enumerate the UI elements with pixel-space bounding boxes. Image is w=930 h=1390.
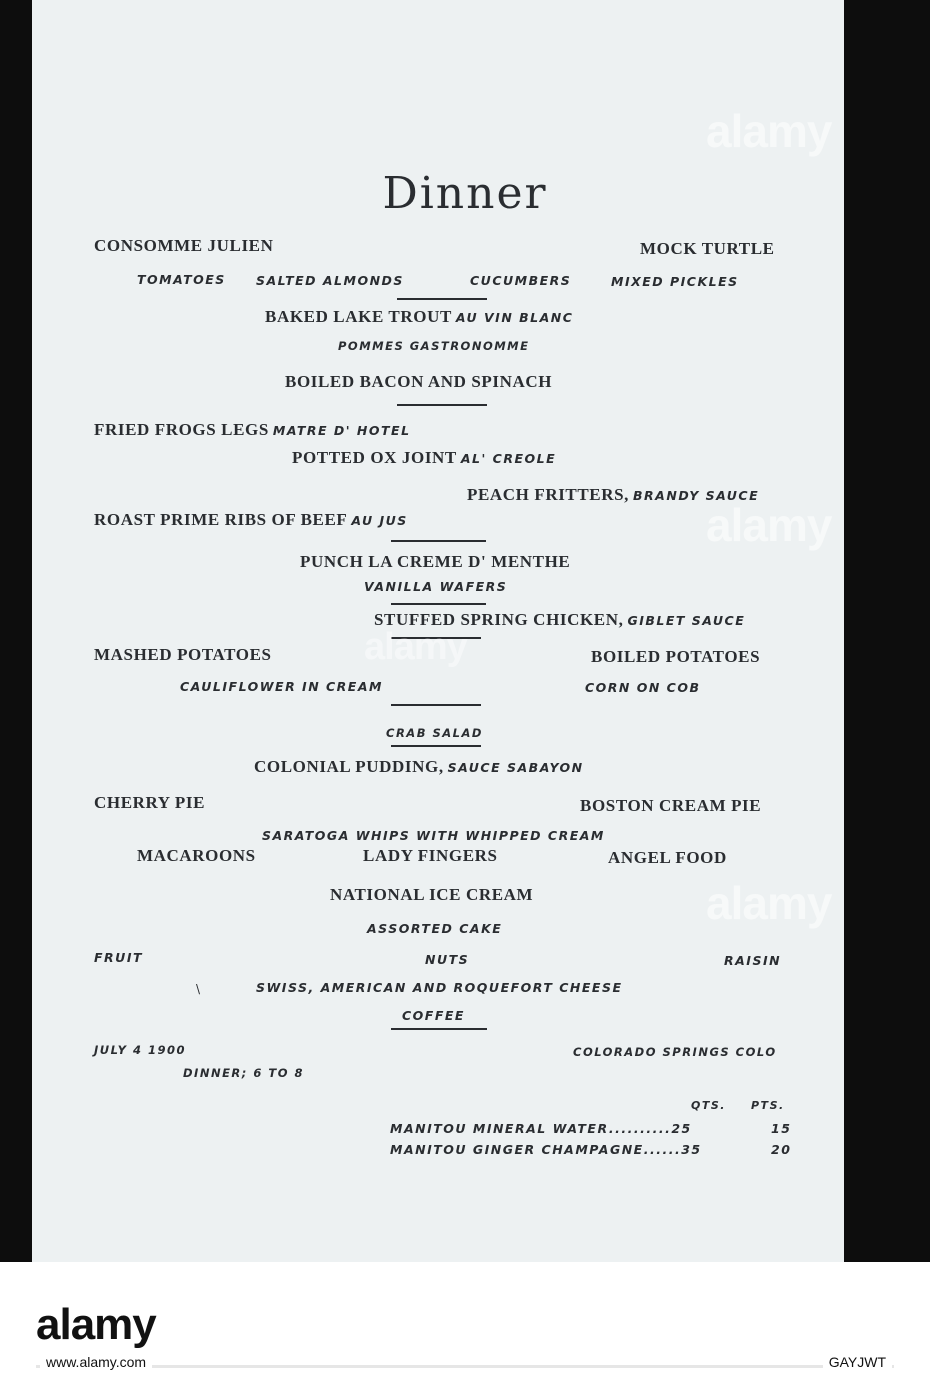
fish-style: AU VIN BLANC	[455, 310, 574, 325]
pie-right: BOSTON CREAM PIE	[580, 796, 762, 815]
dessert-item: FRUIT	[94, 950, 143, 965]
pts-header: PTS.	[751, 1099, 785, 1112]
relish-item: TOMATOES	[137, 272, 226, 287]
drink-leader: ......	[643, 1142, 682, 1157]
pudding-sauce: SAUCE SABAYON	[447, 760, 584, 775]
peach-style: BRANDY SAUCE	[633, 488, 760, 503]
drink-leader: ..........	[608, 1121, 672, 1136]
watermark-text: alamy	[364, 626, 467, 668]
relish-item: SALTED ALMONDS	[256, 273, 404, 288]
divider	[397, 298, 487, 300]
veg-left-side: CAULIFLOWER IN CREAM	[180, 679, 383, 694]
cheese: SWISS, AMERICAN AND ROQUEFORT CHEESE	[256, 980, 623, 995]
sweet-item: LADY FINGERS	[363, 846, 498, 865]
watermark-text: alamy	[706, 105, 832, 157]
peach-name: PEACH FRITTERS,	[467, 485, 630, 504]
drink-row	[390, 1120, 692, 1138]
drink-pts: 20	[771, 1142, 792, 1157]
drink-name: MANITOU GINGER CHAMPAGNE	[390, 1142, 644, 1157]
watermark-url: www.alamy.com	[40, 1354, 152, 1370]
divider	[391, 603, 486, 605]
drink-qts: 35	[681, 1142, 702, 1157]
boiled-dish: BOILED BACON AND SPINACH	[285, 372, 553, 391]
pudding-line	[254, 757, 584, 777]
sweet-item: MACAROONS	[137, 846, 256, 865]
menu-title: Dinner	[382, 168, 548, 219]
menu-hours: DINNER; 6 TO 8	[183, 1066, 305, 1080]
fish-line	[265, 307, 573, 327]
dessert-item: NUTS	[425, 952, 470, 967]
frogs-line	[94, 420, 411, 440]
divider	[391, 1028, 487, 1030]
roast-style: AU JUS	[351, 513, 408, 528]
frogs-style: MATRE D' HOTEL	[272, 423, 411, 438]
fish-name: BAKED LAKE TROUT	[265, 307, 452, 326]
saratoga: SARATOGA WHIPS WITH WHIPPED CREAM	[262, 828, 605, 843]
qts-header: QTS.	[691, 1099, 726, 1112]
drink-row	[390, 1141, 702, 1159]
divider	[391, 745, 481, 747]
sweet-item: ANGEL FOOD	[608, 848, 727, 867]
salad: CRAB SALAD	[386, 726, 483, 740]
soup-left: CONSOMME JULIEN	[94, 236, 274, 255]
chicken-sauce: GIBLET SAUCE	[627, 613, 746, 628]
pudding-name: COLONIAL PUDDING,	[254, 757, 444, 776]
divider	[391, 704, 481, 706]
veg-right-side: CORN ON COB	[585, 680, 701, 695]
ox-line	[292, 448, 556, 468]
drink-pts: 15	[771, 1121, 792, 1136]
divider	[397, 404, 487, 406]
coffee: COFFEE	[402, 1008, 465, 1023]
punch-name: PUNCH LA CREME D' MENTHE	[300, 552, 571, 571]
drink-qts: 25	[671, 1121, 692, 1136]
punch-side: VANILLA WAFERS	[364, 579, 508, 594]
roast-name: ROAST PRIME RIBS OF BEEF	[94, 510, 348, 529]
relish-item: MIXED PICKLES	[611, 274, 739, 289]
ox-style: AL' CREOLE	[460, 451, 557, 466]
menu-date: JULY 4 1900	[94, 1043, 186, 1057]
watermark-rule	[36, 1365, 894, 1368]
chicken-name: STUFFED SPRING CHICKEN,	[374, 610, 624, 629]
dessert-item: RAISIN	[724, 953, 782, 968]
watermark-image-id: GAYJWT	[823, 1354, 892, 1370]
soup-right: MOCK TURTLE	[640, 239, 775, 258]
icecream: NATIONAL ICE CREAM	[330, 885, 534, 904]
ox-name: POTTED OX JOINT	[292, 448, 457, 467]
watermark-text: alamy	[706, 499, 832, 551]
watermark-logo: alamy	[36, 1300, 156, 1349]
veg-left: MASHED POTATOES	[94, 645, 272, 664]
menu-place: COLORADO SPRINGS COLO	[573, 1045, 777, 1059]
fish-side: POMMES GASTRONOMME	[338, 339, 530, 353]
frogs-name: FRIED FROGS LEGS	[94, 420, 269, 439]
cake: ASSORTED CAKE	[367, 921, 503, 936]
veg-right: BOILED POTATOES	[591, 647, 761, 666]
watermark-text: alamy	[706, 877, 832, 929]
pie-left: CHERRY PIE	[94, 793, 206, 812]
relish-item: CUCUMBERS	[470, 273, 572, 288]
roast-line	[94, 510, 408, 530]
ink-speck: \	[196, 982, 201, 996]
divider	[391, 540, 486, 542]
drink-name: MANITOU MINERAL WATER	[390, 1121, 609, 1136]
